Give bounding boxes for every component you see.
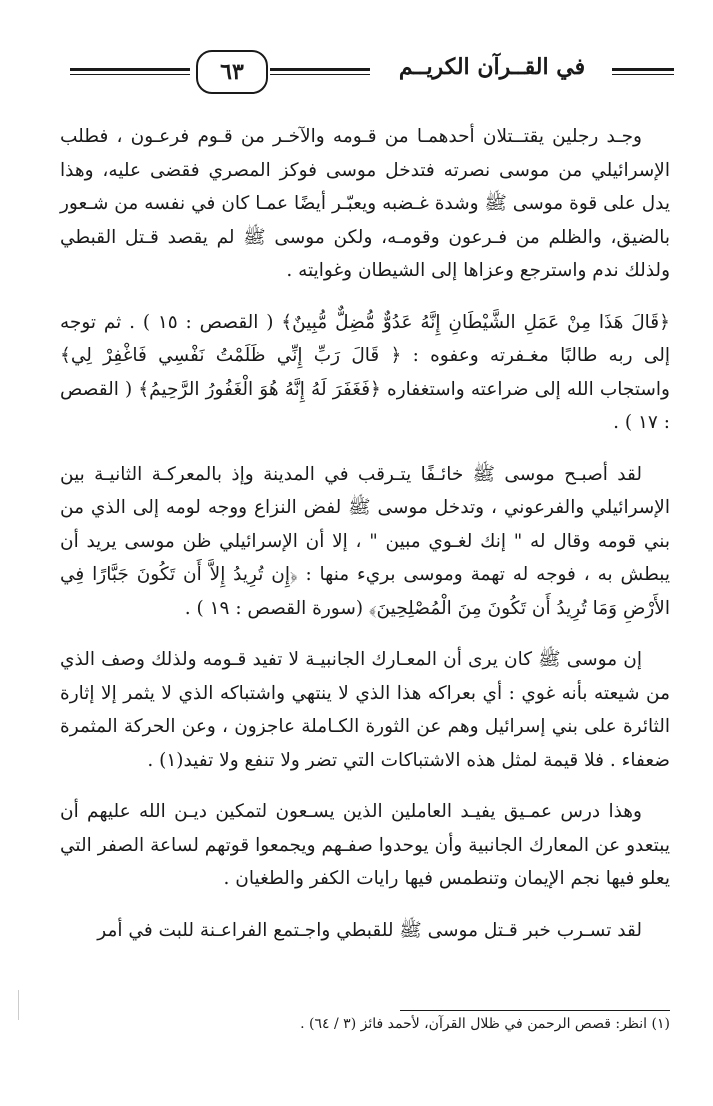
footnote-divider (400, 1010, 670, 1011)
header-rule (70, 68, 190, 71)
book-title: في القــرآن الكريــم (398, 54, 586, 80)
paragraph: وهذا درس عمـيق يفيـد العاملين الذين يسـعون لتمكين ديـن الله عليهم أن يبتعدو عن المعارك الجانبية وأن يوحدوا صفـهم ويجمعوا قوتهم لساعة الصفر التي يعلو فيها نجم الإيمان وتنطمس فيها رايات الكفر والطغيان . (60, 801, 670, 889)
scan-margin-line (18, 990, 19, 1020)
paragraph: وجـد رجلين يقتــتلان أحدهمـا من قـومه والآخـر من قـوم فرعـون ، فطلب الإسرائيلي من موسى نصرته فتدخل موسى فوكز المصري فقضى عليه، وهذا يدل على قوة موسى ﷺ وشدة غـضبه ويعبّـر أيضًا عمـا كان في نفسه من شـعور بالضيق، والظلم من فـرعون وقومـه، ولكن موسى ﷺ لم يقصد قـتل القبطي ولذلك ندم واسترجع وعزاها إلى الشيطان وغوايته . (60, 126, 670, 281)
header-rule (270, 74, 370, 75)
page-number-frame (196, 50, 268, 94)
paragraph: ﴿قَالَ هَذَا مِنْ عَمَلِ الشَّيْطَانِ إِنَّهُ عَدُوٌّ مُّضِلٌّ مُّبِينٌ﴾ ( القصص : ١٥ ) . ثم توجه إلى ربه طالبًا مغـفرته وعفوه : ﴿ قَالَ رَبِّ إِنِّي ظَلَمْتُ نَفْسِي فَاغْفِرْ لِي﴾ واستجاب الله إلى ضراعته واستغفاره ﴿فَغَفَرَ لَهُ إِنَّهُ هُوَ الْغَفُورُ الرَّحِيمُ﴾ ( القصص : ١٧ ) . (60, 311, 670, 433)
header-rule (612, 68, 674, 71)
body-text (60, 120, 670, 965)
page-number: ٦٣ (220, 59, 244, 85)
header-rule (270, 68, 370, 71)
paragraph: لقد أصبـح موسى ﷺ خائـفًا يتـرقب في المدينة وإذ بالمعركـة الثانيـة بين الإسرائيلي والفرعوني ، وتدخل موسى ﷺ لفض النزاع ووجه لومه إلى الذي من بني قومه وقال له " إنك لغـوي مبين " ، إلا أن الإسرائيلي ظن موسى يريد أن يبطش به ، فوجه له تهمة وموسى بريء منها : ﴿إِن تُرِيدُ إِلاَّ أَن تَكُونَ جَبَّارًا فِي الأَرْضِ وَمَا تُرِيدُ أَن تَكُونَ مِنَ الْمُصْلِحِينَ﴾ (سورة القصص : ١٩ ) . (60, 463, 670, 619)
footnote: (١) انظر: قصص الرحمن في ظلال القرآن، لأحمد فائز (٣ / ٦٤) . (300, 1016, 670, 1032)
paragraph: لقد تسـرب خبر قـتل موسى ﷺ للقبطي واجـتمع الفراعـنة للبت في أمر (97, 919, 642, 941)
header-rule (70, 74, 190, 75)
paragraph: إن موسى ﷺ كان يرى أن المعـارك الجانبيـة لا تفيد قـومه ولذلك وصف الذي من شيعته بأنه غوي : أي بعراكه هذا الذي لا ينتهي واشتباكه الذي لا يثمر إلا إثارة الثائرة على بني إسرائيل وهم عن الثورة الكـاملة عاجزون ، وعن الحركة المثمرة ضعفاء . فلا قيمة لمثل هذه الاشتباكات التي تضر ولا تنفع ولا تفيد(١) . (60, 649, 670, 771)
header-rule (612, 74, 674, 75)
page-header (60, 44, 680, 104)
